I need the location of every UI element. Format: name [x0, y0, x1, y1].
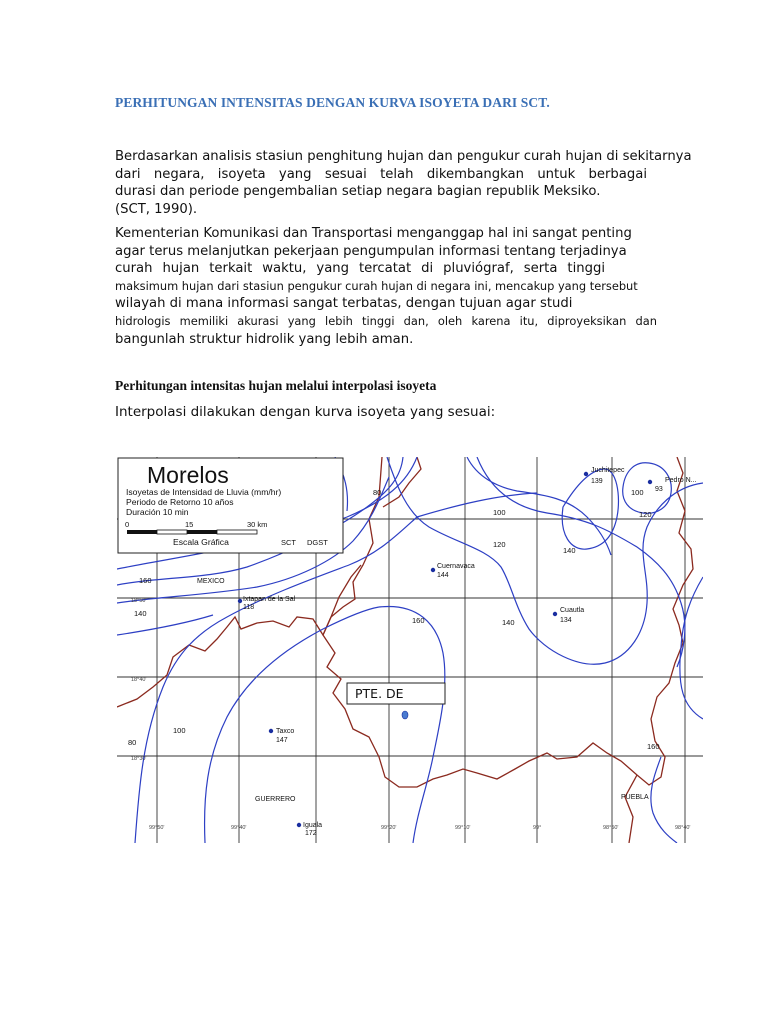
coord-label: 18°40'	[131, 677, 147, 683]
paragraph-2-line: maksimum hujan dari stasiun pengukur curah hujan di negara ini, mencakup yang tersebut	[115, 278, 638, 293]
scale-tick: 15	[185, 520, 194, 529]
station-marker	[431, 568, 435, 572]
site-marker	[402, 711, 408, 719]
coord-label: 99°10'	[455, 825, 471, 831]
station-marker	[584, 472, 588, 476]
coord-label: 18°30'	[131, 756, 147, 762]
station-name: Cuautla	[560, 607, 585, 614]
isoline-label: 80	[373, 488, 382, 497]
coord-label: 98°50'	[603, 825, 619, 831]
station-marker	[269, 729, 273, 733]
scale-bar	[187, 530, 217, 534]
credit-label: SCT	[281, 538, 296, 547]
station-name: Cuernavaca	[437, 563, 475, 570]
paragraph-1	[115, 148, 705, 218]
paragraph-2-line: wilayah di mana informasi sangat terbatas, dengan tujuan agar studi	[115, 296, 573, 312]
state-label: MEXICO	[197, 578, 225, 585]
isoline-label: 100	[173, 726, 186, 735]
scale-bar	[217, 530, 257, 534]
isoline-label: 140	[502, 618, 515, 627]
station-name: Juchitepec	[591, 467, 625, 474]
station-marker	[553, 612, 557, 616]
paragraph-2	[115, 225, 705, 348]
paragraph-2-line: bangunlah struktur hidrolik yang lebih aman.	[115, 331, 414, 347]
isoline-label: 120	[493, 540, 506, 549]
coord-label: 99°50'	[149, 825, 165, 831]
scale-bar	[157, 530, 187, 534]
coord-label: 99°	[533, 825, 542, 831]
isoyeta-map	[117, 457, 703, 843]
coord-label: 18°50'	[131, 598, 147, 604]
station-marker	[238, 599, 242, 603]
isoline-label: 160	[412, 616, 425, 625]
paragraph-1-line: Berdasarkan analisis stasiun penghitung hujan dan pengukur curah hujan di sekitarnya	[115, 149, 692, 164]
coord-label: 98°40'	[675, 825, 691, 831]
section-subheading: Perhitungan intensitas hujan melalui interpolasi isoyeta	[115, 378, 437, 393]
coord-label: 99°40'	[231, 825, 247, 831]
isoline-label: 100	[631, 488, 644, 497]
isoline-label: 120	[639, 510, 652, 519]
paragraph-1-line: durasi dan periode pengembalian setiap negara bagian republik Meksiko.	[115, 184, 601, 200]
legend-title: Morelos	[147, 462, 229, 488]
station-value: 139	[591, 478, 603, 485]
legend-line: Periodo de Retorno 10 años	[126, 497, 234, 507]
interpolation-text: Interpolasi dilakukan dengan kurva isoyeta yang sesuai:	[115, 404, 496, 420]
station-value: 147	[276, 737, 288, 744]
station-name: Iguala	[303, 822, 323, 829]
station-value: 144	[437, 572, 449, 579]
isoline-label: 80	[128, 738, 137, 747]
map-legend	[118, 458, 343, 553]
scale-label: Escala Gráfica	[173, 537, 229, 547]
isoyeta-map-figure	[117, 457, 703, 843]
scale-tick: 30 km	[247, 520, 268, 529]
station-marker	[297, 823, 301, 827]
paragraph-2-line: Kementerian Komunikasi dan Transportasi menganggap hal ini sangat penting	[115, 226, 632, 241]
station-value: 134	[560, 617, 572, 624]
station-value: 118	[243, 604, 255, 611]
scale-tick: 0	[125, 520, 130, 529]
paragraph-2-line: hidrologis memiliki akurasi yang lebih tinggi dan, oleh karena itu, diproyeksikan dan	[115, 313, 657, 328]
callout-box	[347, 683, 445, 704]
credit-label: DGST	[307, 538, 328, 547]
station-marker	[648, 480, 652, 484]
state-label: PUEBLA	[621, 794, 649, 801]
paragraph-1-line: dari negara, isoyeta yang sesuai telah dikembangkan untuk berbagai	[115, 166, 647, 182]
isoline-label: 100	[493, 508, 506, 517]
page-title: PERHITUNGAN INTENSITAS DENGAN KURVA ISOYETA DARI SCT.	[115, 95, 550, 110]
station-name: Pedro N...	[665, 477, 697, 484]
isoline-label: 160	[139, 576, 152, 585]
legend-line: Isoyetas de Intensidad de Lluvia (mm/hr)	[126, 487, 282, 497]
scale-bar	[127, 530, 157, 534]
state-label: GUERRERO	[255, 796, 296, 803]
station-name: Ixtapan de la Sal	[243, 596, 296, 603]
paragraph-2-line: agar terus melanjutkan pekerjaan pengumpulan informasi tentang terjadinya	[115, 243, 627, 259]
callout-label: PTE. DE	[355, 686, 404, 701]
isoline-label: 160	[647, 742, 660, 751]
paragraph-2-line: curah hujan terkait waktu, yang tercatat di pluviógraf, serta tinggi	[115, 261, 605, 277]
station-name: Taxco	[276, 728, 295, 735]
coord-label: 99°20'	[381, 825, 397, 831]
isoline-label: 140	[563, 546, 576, 555]
isoline-label: 140	[134, 609, 147, 618]
legend-line: Duración 10 min	[126, 507, 189, 517]
paragraph-1-line: (SCT, 1990).	[115, 201, 198, 217]
station-value: 172	[305, 830, 317, 837]
station-value: 93	[655, 486, 663, 493]
